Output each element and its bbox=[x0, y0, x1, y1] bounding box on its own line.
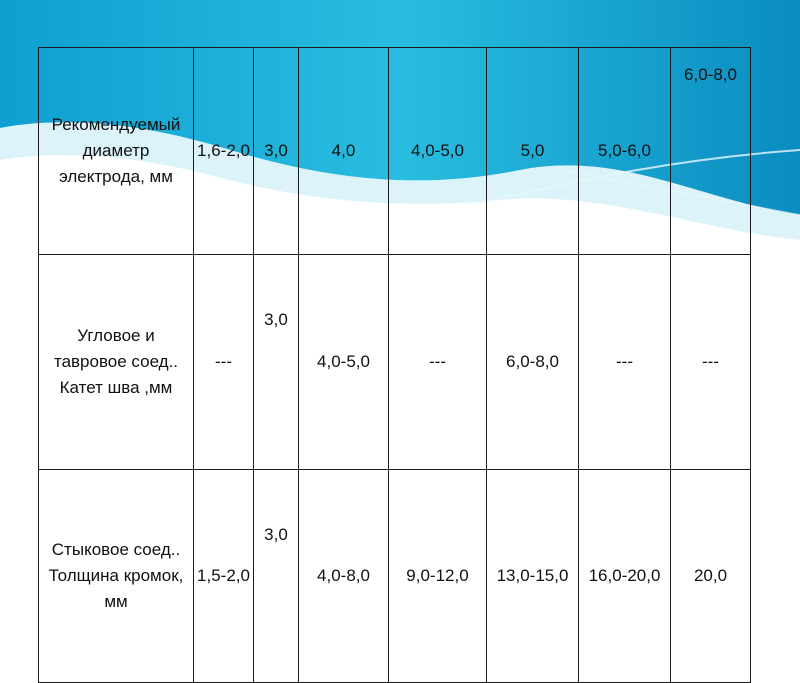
row-header-butt-joint-thickness: Стыковое соед.. Толщина кромок, мм bbox=[39, 470, 194, 683]
table-cell: 5,0-6,0 bbox=[579, 48, 671, 255]
table-cell: 4,0-5,0 bbox=[389, 48, 487, 255]
table-cell: --- bbox=[389, 255, 487, 470]
table-row bbox=[39, 255, 751, 470]
table-cell: 1,5-2,0 bbox=[194, 470, 254, 683]
table-row bbox=[39, 470, 751, 683]
table-cell: 13,0-15,0 bbox=[487, 470, 579, 683]
row-header-fillet-weld-leg: Угловое и тавровое соед.. Катет шва ,мм bbox=[39, 255, 194, 470]
table-cell: --- bbox=[194, 255, 254, 470]
table-cell: --- bbox=[579, 255, 671, 470]
table-row bbox=[39, 48, 751, 255]
table-cell: 6,0-8,0 bbox=[671, 48, 751, 255]
table-cell: 6,0-8,0 bbox=[487, 255, 579, 470]
table-cell: 3,0 bbox=[254, 48, 299, 255]
table-cell: 3,0 bbox=[254, 470, 299, 683]
table-cell: 4,0-5,0 bbox=[299, 255, 389, 470]
table-cell: 3,0 bbox=[254, 255, 299, 470]
table-cell: 1,6-2,0 bbox=[194, 48, 254, 255]
welding-parameters-table bbox=[38, 47, 751, 683]
table-cell: 4,0 bbox=[299, 48, 389, 255]
table-cell: 4,0-8,0 bbox=[299, 470, 389, 683]
table-cell: --- bbox=[671, 255, 751, 470]
table-cell: 20,0 bbox=[671, 470, 751, 683]
table-cell: 9,0-12,0 bbox=[389, 470, 487, 683]
row-header-electrode-diameter: Рекомендуемый диаметр электрода, мм bbox=[39, 48, 194, 255]
table-cell: 5,0 bbox=[487, 48, 579, 255]
table-cell: 16,0-20,0 bbox=[579, 470, 671, 683]
